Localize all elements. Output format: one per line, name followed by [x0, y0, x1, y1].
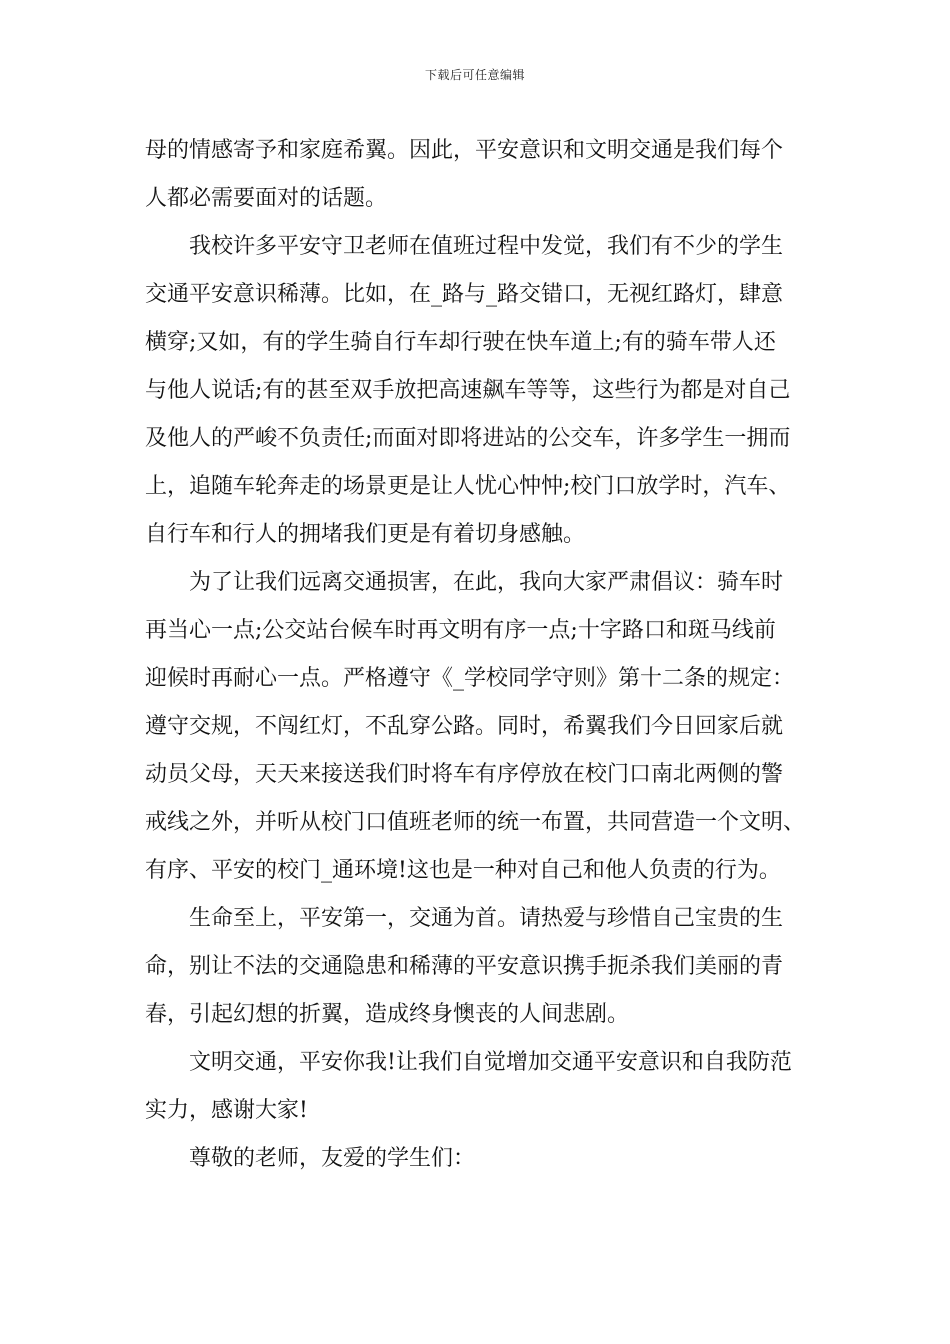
paragraph — [145, 227, 805, 555]
text-line: 上，追随车轮奔走的场景更是让人忧心忡忡;校门口放学时，汽车、 — [145, 474, 791, 499]
text-line: 及他人的严峻不负责任;而面对即将进站的公交车，许多学生一拥而 — [145, 426, 791, 451]
text-line: 遵守交规，不闯红灯，不乱穿公路。同时，希翼我们今日回家后就 — [145, 714, 784, 739]
body-text — [145, 131, 805, 1187]
paragraph — [145, 899, 805, 1035]
text-line: 与他人说话;有的甚至双手放把高速飙车等等，这些行为都是对自己 — [145, 378, 791, 403]
paragraph — [145, 563, 805, 891]
text-line: 戒线之外，并听从校门口值班老师的统一布置，共同营造一个文明、 — [145, 810, 806, 835]
text-line: 再当心一点;公交站台候车时再文明有序一点;十字路口和斑马线前 — [145, 618, 776, 643]
text-line: 为了让我们远离交通损害，在此，我向大家严肃倡议：骑车时 — [189, 570, 784, 595]
text-line: 迎候时再耐心一点。严格遵守《_学校同学守则》第十二条的规定： — [145, 666, 795, 691]
page-header: 下载后可任意编辑 — [424, 68, 525, 82]
text-line: 有序、平安的校门_通环境!这也是一种对自己和他人负责的行为。 — [145, 858, 781, 883]
paragraph — [145, 131, 805, 219]
text-line: 交通平安意识稀薄。比如，在_路与_路交错口，无视红路灯，肆意 — [145, 282, 784, 307]
text-line: 命，别让不法的交通隐患和稀薄的平安意识携手扼杀我们美丽的青 — [145, 954, 784, 979]
text-line: 横穿;又如，有的学生骑自行车却行驶在快车道上;有的骑车带人还 — [145, 330, 776, 355]
paragraph — [145, 1139, 805, 1179]
text-line: 动员父母，天天来接送我们时将车有序停放在校门口南北两侧的警 — [145, 762, 784, 787]
text-line: 生命至上，平安第一，交通为首。请热爱与珍惜自己宝贵的生 — [189, 906, 784, 931]
paragraph — [145, 1043, 805, 1131]
text-line: 春，引起幻想的折翼，造成终身懊丧的人间悲剧。 — [145, 1002, 630, 1027]
text-line: 人都必需要面对的话题。 — [145, 186, 388, 211]
text-line: 自行车和行人的拥堵我们更是有着切身感触。 — [145, 522, 586, 547]
text-line: 母的情感寄予和家庭希翼。因此，平安意识和文明交通是我们每个 — [145, 138, 784, 163]
text-line: 文明交通，平安你我!让我们自觉增加交通平安意识和自我防范 — [189, 1050, 792, 1075]
text-line: 尊敬的老师，友爱的学生们： — [189, 1146, 476, 1171]
text-line: 实力，感谢大家! — [145, 1098, 308, 1123]
text-line: 我校许多平安守卫老师在值班过程中发觉，我们有不少的学生 — [189, 234, 784, 259]
